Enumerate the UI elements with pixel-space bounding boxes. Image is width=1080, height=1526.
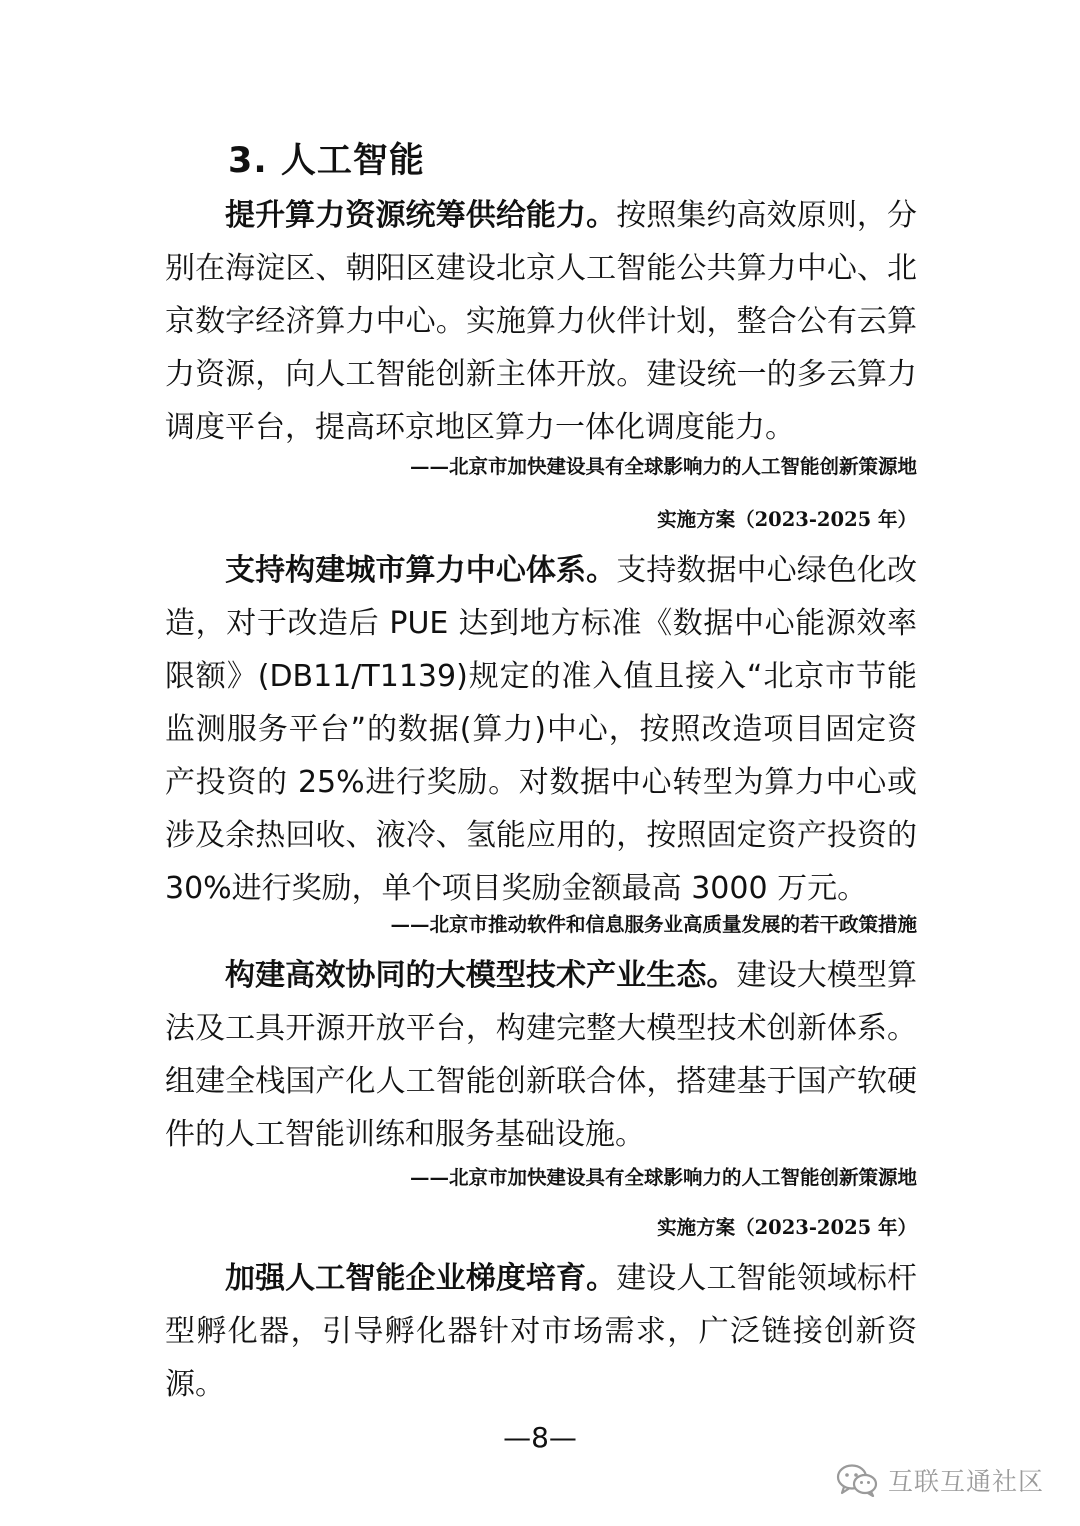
paragraph-lead: 构建高效协同的大模型技术产业生态。 [225, 958, 737, 993]
watermark-text: 互联互通社区 [887, 1467, 1044, 1496]
source-citation-line1: ——北京市加快建设具有全球影响力的人工智能创新策源地 [409, 455, 917, 478]
source-citation-line2: 实施方案（2023-2025 年） [657, 1216, 917, 1239]
section-heading: 3. 人工智能 [228, 141, 425, 181]
paragraph-city-computing-centers [165, 544, 917, 915]
source-citation-line1: ——北京市加快建设具有全球影响力的人工智能创新策源地 [409, 1166, 917, 1189]
paragraph-lead: 支持构建城市算力中心体系。 [225, 553, 617, 588]
paragraph-body: 建设大模型算法及工具开源开放平台，构建完整大模型技术创新体系。组建全栈国产化人工智能创新联合体，搭建基于国产软硬件的人工智能训练和服务基础设施。 [165, 958, 918, 1152]
page-number: —8— [503, 1421, 577, 1454]
paragraph-enterprise-cultivation [165, 1252, 917, 1411]
paragraph-body: 支持数据中心绿色化改造，对于改造后 PUE 达到地方标准《数据中心能源效率限额》(DB11/T1139)规定的准入值且接入“北京市节能监测服务平台”的数据(算力)中心，按照改造项目固定资产投资的 25%进行奖励。对数据中心转型为算力中心或涉及余热回收、液冷、氢能应用的，按照固定资产投资的 30%进行奖励，单个项目奖励金额最高 3000 万元。 [165, 553, 918, 906]
paragraph-lead: 提升算力资源统筹供给能力。 [225, 198, 617, 233]
paragraph-lead: 加强人工智能企业梯度培育。 [225, 1261, 617, 1296]
paragraph-body: 建设人工智能领域标杆型孵化器，引导孵化器针对市场需求，广泛链接创新资源。 [165, 1261, 918, 1402]
wechat-icon [836, 1463, 878, 1497]
watermark [836, 1460, 1044, 1500]
source-citation-line2: 实施方案（2023-2025 年） [657, 508, 917, 531]
paragraph-large-model-ecosystem [165, 949, 917, 1161]
source-citation-line1: ——北京市推动软件和信息服务业高质量发展的若干政策措施 [390, 913, 917, 936]
paragraph-body: 按照集约高效原则，分别在海淀区、朝阳区建设北京人工智能公共算力中心、北京数字经济算力中心。实施算力伙伴计划，整合公有云算力资源，向人工智能创新主体开放。建设统一的多云算力调度平台，提高环京地区算力一体化调度能力。 [165, 198, 918, 445]
paragraph-computing-supply [165, 189, 917, 454]
